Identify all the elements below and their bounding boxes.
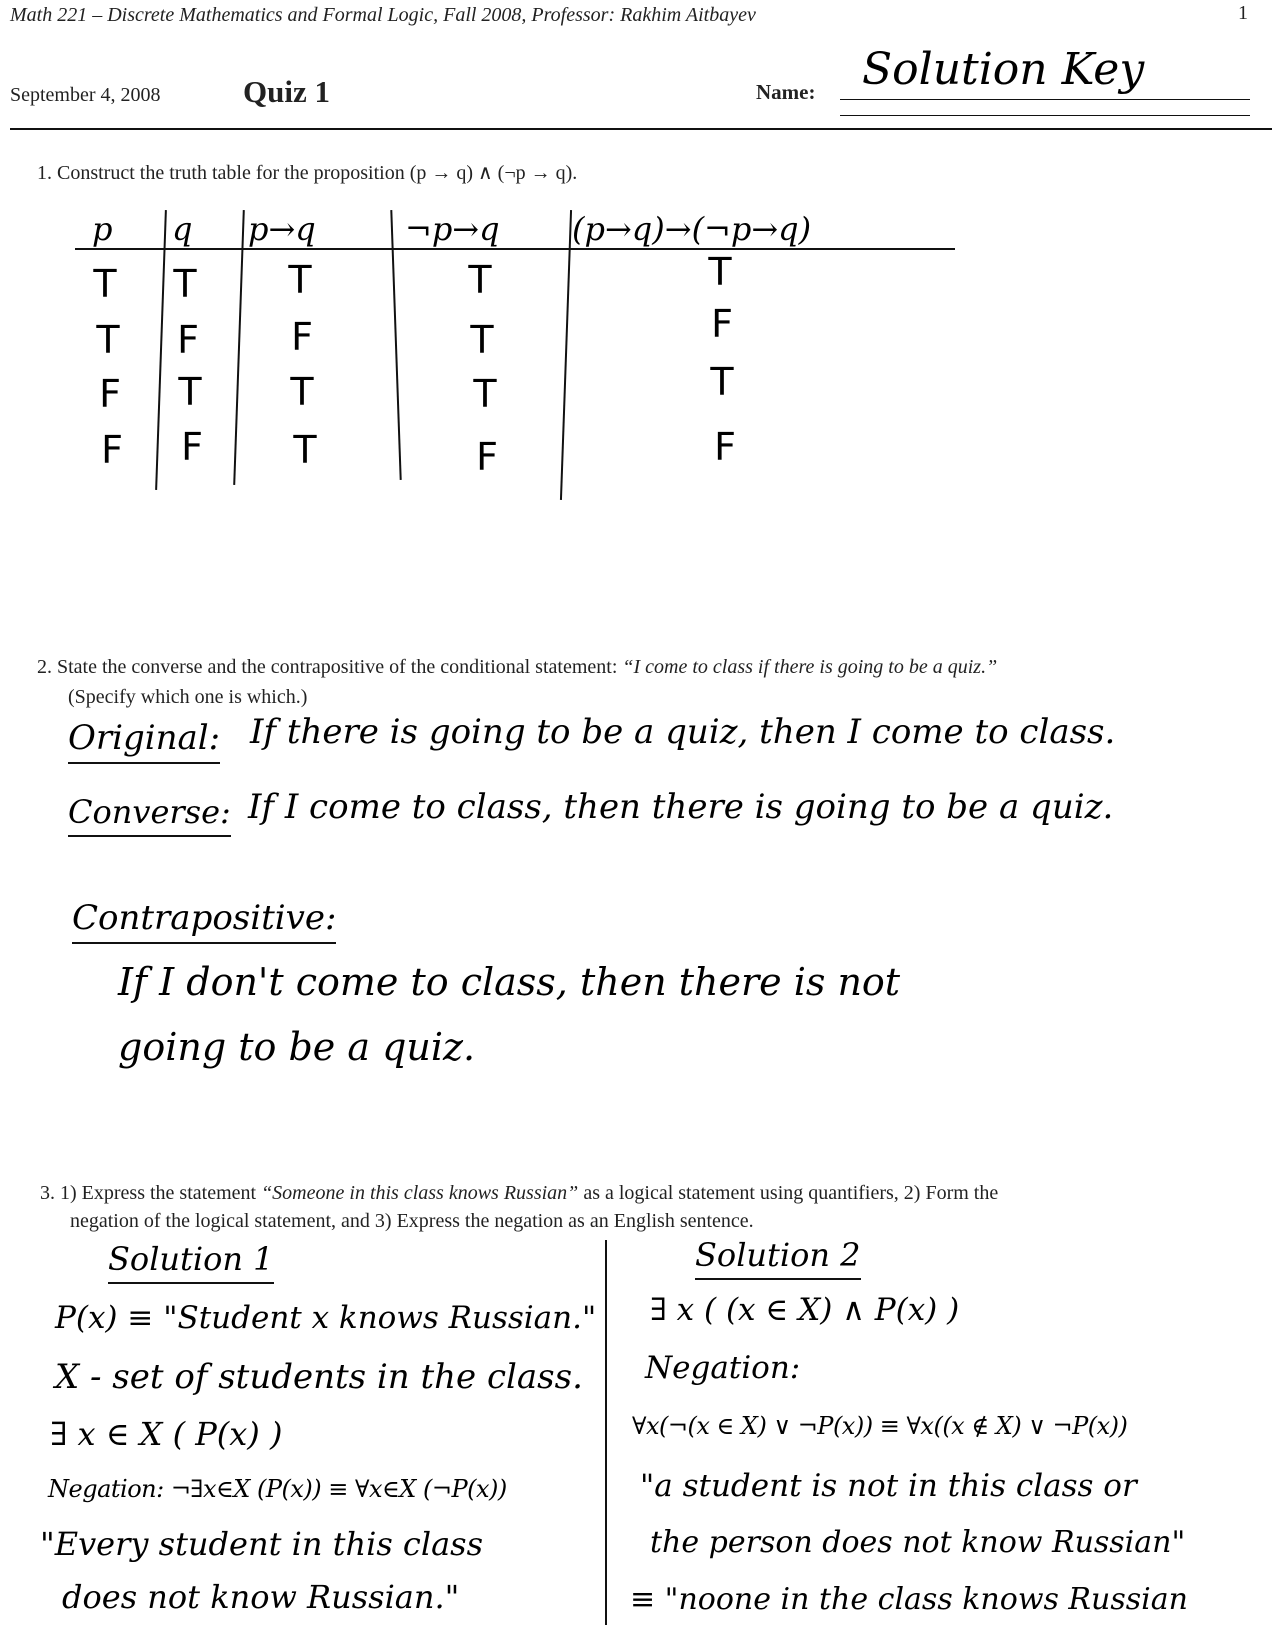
converse-label: Converse:: [68, 793, 231, 837]
table-cell: T: [470, 318, 494, 362]
table-cell: F: [476, 435, 498, 479]
col-header-p-implies-q: p→q: [248, 210, 316, 248]
converse-text: If I come to class, then there is going to be a quiz.: [248, 787, 1114, 827]
table-cell: T: [173, 262, 197, 306]
solution-line: ∃ x ∈ X ( P(x) ): [50, 1415, 283, 1453]
solution-line: Negation:: [645, 1350, 801, 1386]
table-cell: F: [177, 318, 199, 362]
table-cell: T: [293, 428, 317, 472]
table-cell: F: [711, 302, 733, 346]
q3-prompt-end: as a logical statement using quantifiers, 2) Form the: [578, 1182, 999, 1204]
q3-prompt-text: 3. 1) Express the statement: [40, 1182, 262, 1204]
solution-2-title: Solution 2: [695, 1236, 861, 1280]
solution-line: does not know Russian.": [62, 1578, 460, 1616]
name-label: Name:: [756, 80, 816, 104]
table-cell: T: [468, 258, 492, 302]
table-cell: F: [291, 315, 313, 359]
table-cell: T: [290, 370, 314, 414]
solutions-divider: [605, 1240, 607, 1625]
contrapositive-line1: If I don't come to class, then there is not: [118, 960, 901, 1004]
q2-prompt: [37, 656, 997, 679]
q1-prompt: 1. Construct the truth table for the proposition (p → q) ∧ (¬p → q).: [37, 162, 578, 184]
q3-prompt: [40, 1182, 998, 1205]
table-cell: T: [96, 318, 120, 362]
name-underline: [840, 99, 1250, 100]
q3-prompt-quote: “Someone in this class knows Russian”: [261, 1182, 579, 1204]
original-text: If there is going to be a quiz, then I come to class.: [250, 712, 1116, 752]
table-cell: T: [93, 262, 117, 306]
q2-prompt-text: 2. State the converse and the contrapositive of the conditional statement:: [37, 656, 623, 678]
page-number: 1: [1238, 2, 1248, 24]
solution-1-title: Solution 1: [108, 1240, 274, 1284]
solution-line: X - set of students in the class.: [55, 1357, 583, 1397]
page-title: Quiz 1: [243, 74, 330, 109]
table-cell: T: [473, 372, 497, 416]
table-col-divider: [233, 210, 245, 485]
table-cell: T: [710, 360, 734, 404]
solution-line: ≡ "noone in the class knows Russian: [630, 1582, 1188, 1617]
original-label: Original:: [68, 718, 220, 764]
q3-prompt-line2: negation of the logical statement, and 3) Express the negation as an English sentence.: [70, 1210, 754, 1232]
contrapositive-label: Contrapositive:: [72, 898, 336, 944]
quiz-date: September 4, 2008: [10, 84, 161, 106]
table-cell: T: [708, 250, 732, 294]
table-cell: F: [714, 425, 736, 469]
contrapositive-line2: going to be a quiz.: [118, 1025, 476, 1069]
solution-line: "a student is not in this class or: [640, 1468, 1137, 1504]
table-cell: T: [288, 258, 312, 302]
col-header-compound: (p→q)→(¬p→q): [572, 210, 812, 248]
solution-line: ∃ x ( (x ∈ X) ∧ P(x) ): [650, 1292, 960, 1328]
table-cell: T: [178, 370, 202, 414]
col-header-notp-implies-q: ¬p→q: [405, 210, 500, 248]
table-cell: F: [101, 428, 123, 472]
col-header-p: p: [92, 210, 113, 248]
solution-line: "Every student in this class: [40, 1525, 483, 1563]
table-cell: F: [99, 372, 121, 416]
name-value: Solution Key: [862, 44, 1145, 95]
name-underline-2: [840, 115, 1250, 116]
solution-line: P(x) ≡ "Student x knows Russian.": [55, 1300, 597, 1336]
course-header: Math 221 – Discrete Mathematics and Formal Logic, Fall 2008, Professor: Rakhim Aitbayev: [10, 4, 756, 26]
solution-line: Negation: ¬∃x∈X (P(x)) ≡ ∀x∈X (¬P(x)): [48, 1475, 507, 1503]
solution-line: the person does not know Russian": [650, 1525, 1186, 1560]
q2-prompt-quote: “I come to class if there is going to be a quiz.”: [622, 656, 998, 678]
table-header-rule: [75, 248, 955, 250]
table-cell: F: [181, 425, 203, 469]
solution-line: ∀x(¬(x ∈ X) ∨ ¬P(x)) ≡ ∀x((x ∉ X) ∨ ¬P(x)): [632, 1412, 1128, 1440]
q2-prompt-line2: (Specify which one is which.): [68, 686, 308, 708]
col-header-q: q: [172, 210, 193, 248]
table-col-divider: [560, 210, 572, 500]
header-divider: [10, 128, 1272, 130]
table-col-divider: [390, 210, 401, 480]
